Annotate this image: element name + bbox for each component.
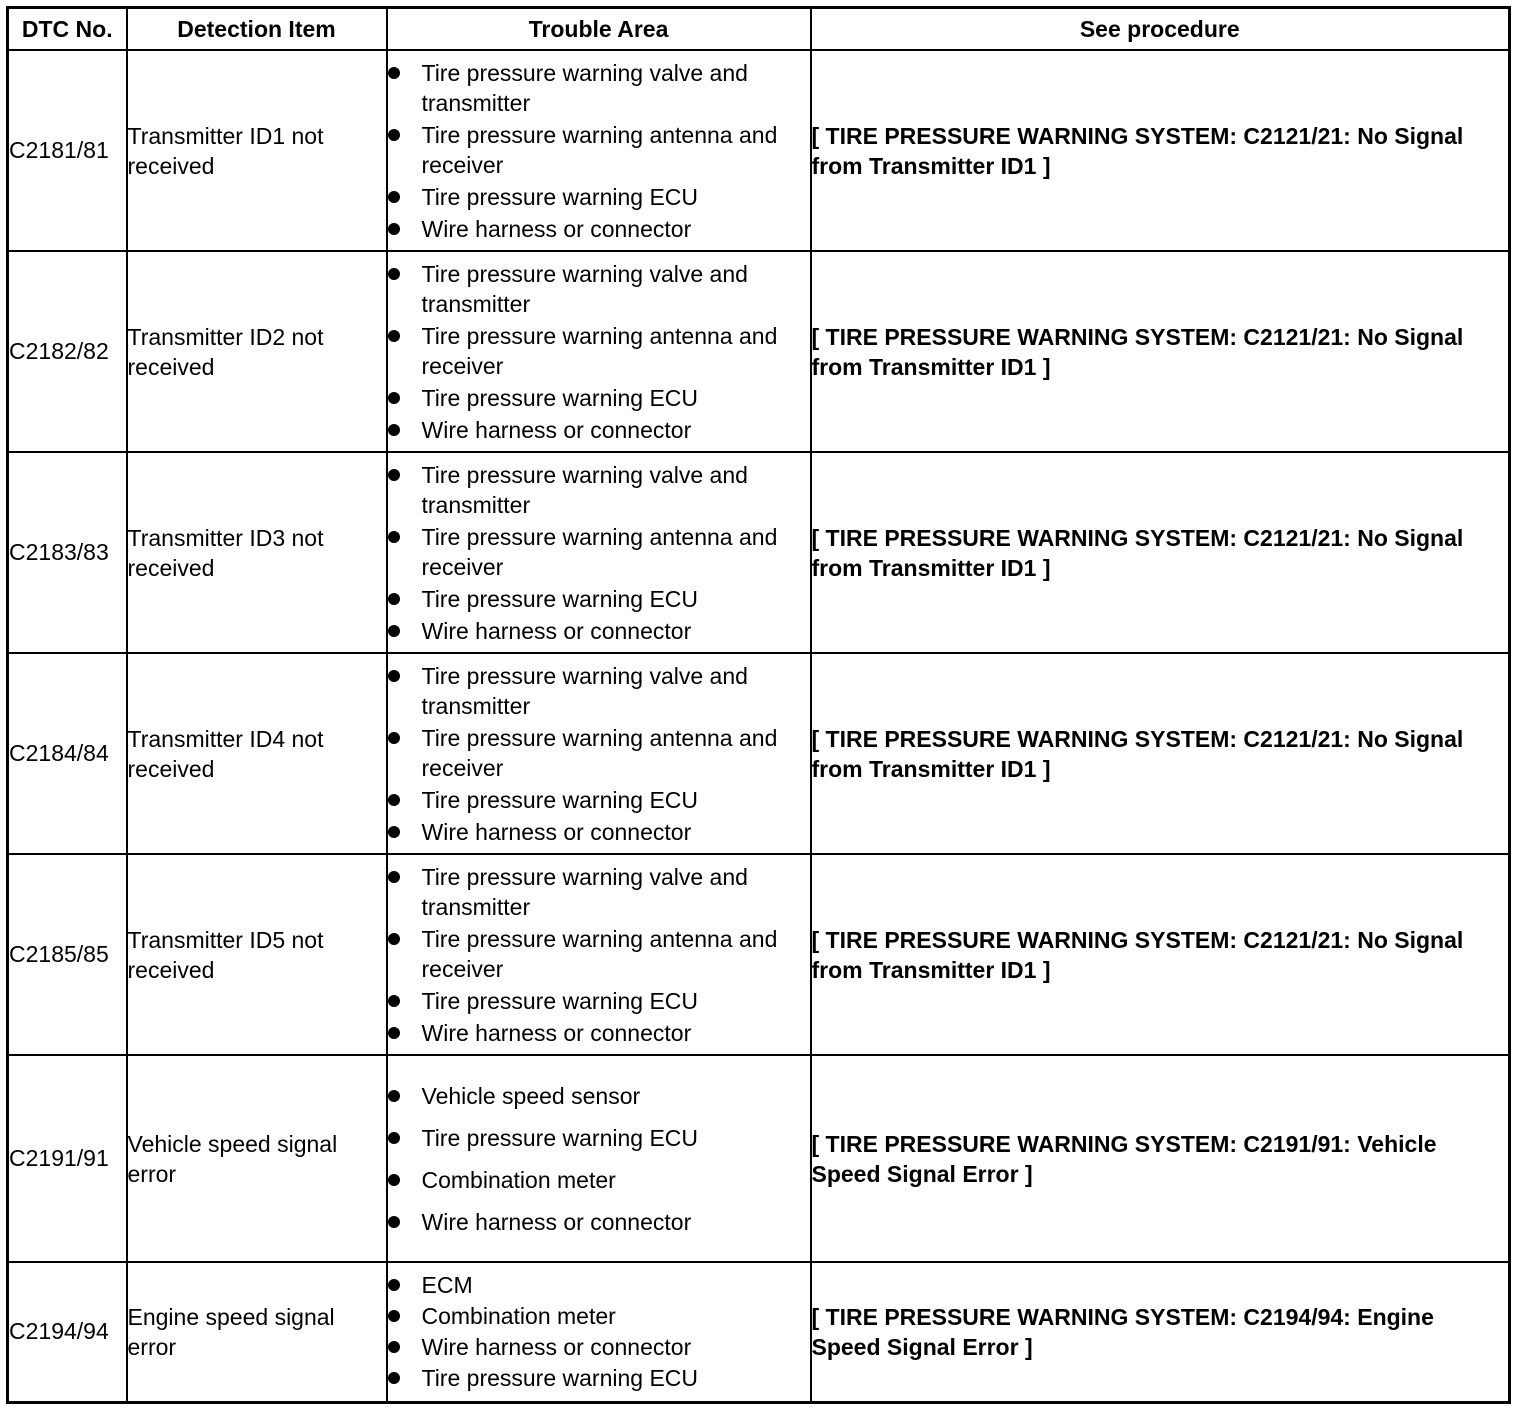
procedure-link[interactable]: [ TIRE PRESSURE WARNING SYSTEM: C2191/91: Vehicle Speed Signal Error ]	[811, 1055, 1510, 1262]
trouble-area-item: Tire pressure warning valve and transmitter	[388, 58, 810, 118]
trouble-area-item: ECM	[388, 1270, 810, 1300]
trouble-area-item: Combination meter	[388, 1301, 810, 1331]
procedure-link[interactable]: [ TIRE PRESSURE WARNING SYSTEM: C2194/94: Engine Speed Signal Error ]	[811, 1262, 1510, 1402]
trouble-area-item: Tire pressure warning ECU	[388, 182, 810, 212]
table-row	[8, 50, 1510, 251]
dtc-code: C2194/94	[8, 1262, 127, 1402]
trouble-area-item: Tire pressure warning antenna and receiver	[388, 522, 810, 582]
trouble-area-item: Tire pressure warning valve and transmitter	[388, 661, 810, 721]
bullet-icon	[388, 531, 400, 543]
trouble-area	[387, 1055, 811, 1262]
detection-item: Transmitter ID2 not received	[127, 251, 387, 452]
trouble-area	[387, 854, 811, 1055]
bullet-icon	[388, 392, 400, 404]
dtc-code: C2182/82	[8, 251, 127, 452]
bullet-icon	[388, 995, 400, 1007]
trouble-area-item: Wire harness or connector	[388, 1207, 810, 1237]
table-row	[8, 854, 1510, 1055]
trouble-area-item: Wire harness or connector	[388, 817, 810, 847]
trouble-area-item: Tire pressure warning antenna and receiver	[388, 723, 810, 783]
bullet-icon	[388, 129, 400, 141]
trouble-area-item: Tire pressure warning valve and transmitter	[388, 259, 810, 319]
trouble-area	[387, 251, 811, 452]
dtc-code: C2184/84	[8, 653, 127, 854]
trouble-area-item: Wire harness or connector	[388, 415, 810, 445]
bullet-icon	[388, 1216, 400, 1228]
bullet-icon	[388, 933, 400, 945]
bullet-icon	[388, 424, 400, 436]
trouble-area-item: Combination meter	[388, 1165, 810, 1195]
bullet-icon	[388, 191, 400, 203]
trouble-area	[387, 653, 811, 854]
bullet-icon	[388, 67, 400, 79]
procedure-link[interactable]: [ TIRE PRESSURE WARNING SYSTEM: C2121/21: No Signal from Transmitter ID1 ]	[811, 251, 1510, 452]
procedure-link[interactable]: [ TIRE PRESSURE WARNING SYSTEM: C2121/21: No Signal from Transmitter ID1 ]	[811, 854, 1510, 1055]
bullet-icon	[388, 593, 400, 605]
trouble-area-item: Tire pressure warning ECU	[388, 1363, 810, 1393]
trouble-area-item: Tire pressure warning ECU	[388, 383, 810, 413]
trouble-area-item: Tire pressure warning ECU	[388, 584, 810, 614]
trouble-area-item: Tire pressure warning antenna and receiver	[388, 120, 810, 180]
bullet-icon	[388, 1310, 400, 1322]
header-see-procedure: See procedure	[811, 8, 1510, 51]
header-row	[8, 8, 1510, 51]
bullet-icon	[388, 670, 400, 682]
trouble-area-item: Tire pressure warning ECU	[388, 1123, 810, 1153]
dtc-code: C2181/81	[8, 50, 127, 251]
detection-item: Transmitter ID1 not received	[127, 50, 387, 251]
table-row	[8, 251, 1510, 452]
trouble-area-item: Tire pressure warning ECU	[388, 785, 810, 815]
bullet-icon	[388, 1174, 400, 1186]
bullet-icon	[388, 223, 400, 235]
procedure-link[interactable]: [ TIRE PRESSURE WARNING SYSTEM: C2121/21: No Signal from Transmitter ID1 ]	[811, 653, 1510, 854]
bullet-icon	[388, 794, 400, 806]
bullet-icon	[388, 1372, 400, 1384]
trouble-area-item: Wire harness or connector	[388, 1018, 810, 1048]
detection-item: Transmitter ID5 not received	[127, 854, 387, 1055]
trouble-area	[387, 1262, 811, 1402]
bullet-icon	[388, 469, 400, 481]
table-row	[8, 1262, 1510, 1402]
trouble-area	[387, 50, 811, 251]
bullet-icon	[388, 1090, 400, 1102]
bullet-icon	[388, 330, 400, 342]
trouble-area-item: Wire harness or connector	[388, 616, 810, 646]
detection-item: Engine speed signal error	[127, 1262, 387, 1402]
bullet-icon	[388, 1341, 400, 1353]
trouble-area-item: Tire pressure warning ECU	[388, 986, 810, 1016]
bullet-icon	[388, 871, 400, 883]
table-row	[8, 653, 1510, 854]
dtc-code: C2191/91	[8, 1055, 127, 1262]
bullet-icon	[388, 732, 400, 744]
table-row	[8, 1055, 1510, 1262]
procedure-link[interactable]: [ TIRE PRESSURE WARNING SYSTEM: C2121/21: No Signal from Transmitter ID1 ]	[811, 50, 1510, 251]
trouble-area-item: Tire pressure warning antenna and receiver	[388, 321, 810, 381]
trouble-area-item: Wire harness or connector	[388, 214, 810, 244]
procedure-link[interactable]: [ TIRE PRESSURE WARNING SYSTEM: C2121/21: No Signal from Transmitter ID1 ]	[811, 452, 1510, 653]
bullet-icon	[388, 1132, 400, 1144]
bullet-icon	[388, 1027, 400, 1039]
dtc-table	[6, 6, 1511, 1404]
detection-item: Transmitter ID3 not received	[127, 452, 387, 653]
trouble-area-item: Vehicle speed sensor	[388, 1081, 810, 1111]
dtc-code: C2183/83	[8, 452, 127, 653]
bullet-icon	[388, 268, 400, 280]
trouble-area-item: Wire harness or connector	[388, 1332, 810, 1362]
header-trouble-area: Trouble Area	[387, 8, 811, 51]
table-row	[8, 452, 1510, 653]
dtc-code: C2185/85	[8, 854, 127, 1055]
trouble-area	[387, 452, 811, 653]
trouble-area-item: Tire pressure warning antenna and receiver	[388, 924, 810, 984]
header-detection-item: Detection Item	[127, 8, 387, 51]
detection-item: Transmitter ID4 not received	[127, 653, 387, 854]
bullet-icon	[388, 1279, 400, 1291]
trouble-area-item: Tire pressure warning valve and transmitter	[388, 460, 810, 520]
detection-item: Vehicle speed signal error	[127, 1055, 387, 1262]
bullet-icon	[388, 826, 400, 838]
bullet-icon	[388, 625, 400, 637]
header-dtc-no: DTC No.	[8, 8, 127, 51]
trouble-area-item: Tire pressure warning valve and transmitter	[388, 862, 810, 922]
